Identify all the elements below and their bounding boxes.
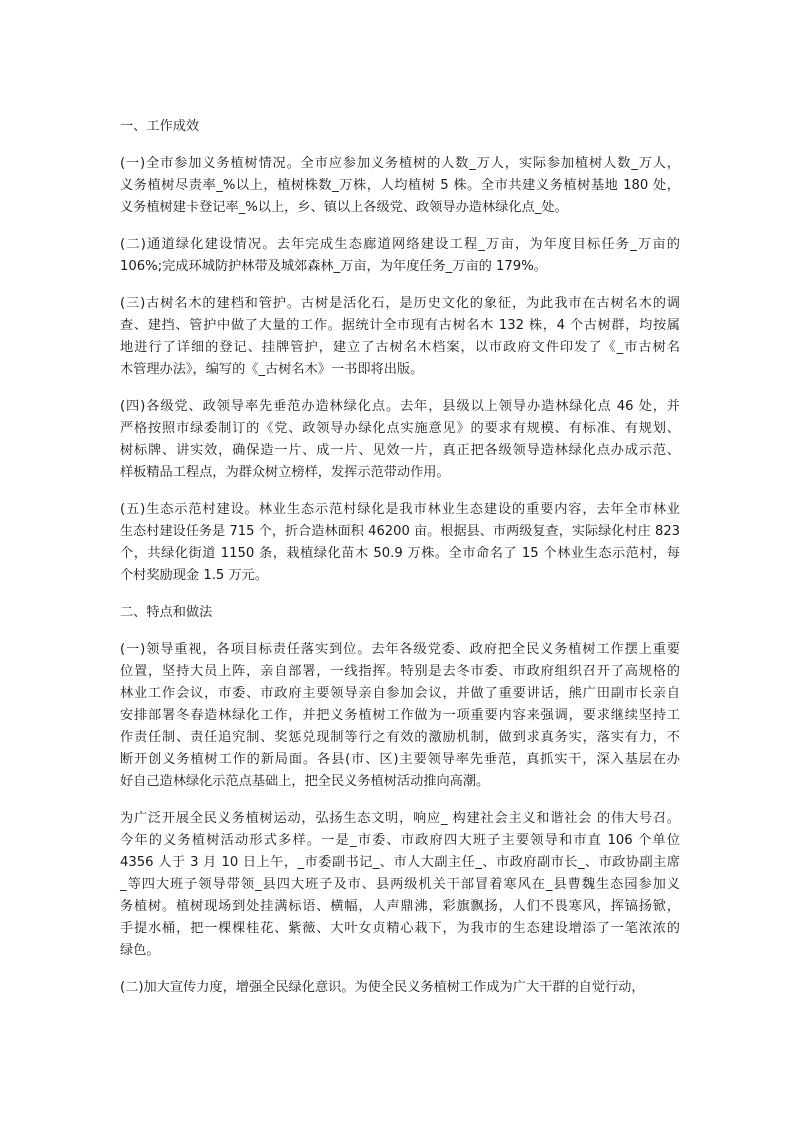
paragraph-line: 个，共绿化街道 1150 条，栽植绿化苗木 50.9 万株。全市命名了 15 个林业生态示范村，每 bbox=[120, 546, 680, 561]
paragraph-line: 严格按照市绿委制订的《党、政领导办绿化点实施意见》的要求有规模、有标准、有规划、 bbox=[120, 421, 680, 436]
paragraph-line: 查、建挡、管护中做了大量的工作。据统计全市现有古树名木 132 株，4 个古树群，均按属 bbox=[120, 318, 680, 333]
paragraph-line: 地进行了详细的登记、挂牌管护，建立了古树名木档案，以市政府文件印发了《_市古树名 bbox=[120, 340, 680, 355]
paragraph-line: 义务植树建卡登记率_%以上，乡、镇以上各级党、政领导办造林绿化点_处。 bbox=[120, 200, 568, 215]
paragraph-line: 为广泛开展全民义务植树运动，弘扬生态文明，响应_ 构建社会主义和谐社会 的伟大号召。 bbox=[120, 811, 680, 826]
paragraph-line: 4356 人于 3 月 10 日上午，_市委副书记_、市人大副主任_、市政府副市长_、市政协副主席 bbox=[120, 855, 680, 870]
paragraph-line: 作责任制、责任追究制、奖惩兑现制等行之有效的激励机制，做到求真务实，落实有力，不 bbox=[120, 730, 680, 745]
paragraph-line: (三)古树名木的建档和管护。古树是活化石，是历史文化的象征，为此我市在古树名木的调 bbox=[120, 296, 680, 311]
paragraph-line: (二)通道绿化建设情况。去年完成生态廊道网络建设工程_万亩，为年度目标任务_万亩的 bbox=[120, 237, 680, 252]
paragraph-line: 个村奖励现金 1.5 万元。 bbox=[120, 568, 269, 583]
paragraph bbox=[120, 499, 680, 587]
paragraph-line: _等四大班子领导带领_县四大班子及市、县两级机关干部冒着寒风在_县曹魏生态园参加义 bbox=[120, 877, 680, 892]
paragraph-line: 106%;完成环城防护林带及城郊森林_万亩，为年度任务_万亩的 179%。 bbox=[120, 259, 547, 274]
paragraph bbox=[120, 808, 680, 962]
paragraph-line: 义务植树尽责率_%以上，植树株数_万株，人均植树 5 株。全市共建义务植树基地 180 处， bbox=[120, 178, 680, 193]
paragraph bbox=[120, 293, 680, 381]
paragraph-line: 绿色。 bbox=[120, 943, 160, 958]
paragraph bbox=[120, 639, 680, 793]
paragraph-line: 安排部署冬春造林绿化工作，并把义务植树工作做为一项重要内容来强调，要求继续坚持工 bbox=[120, 708, 680, 723]
paragraph-line: 树标牌、讲实效，确保造一片、成一片、见效一片，真正把各级领导造林绿化点办成示范、 bbox=[120, 443, 680, 458]
section-heading: 二、特点和做法 bbox=[120, 605, 213, 620]
paragraph-line: 木管理办法》，编写的《_古树名木》一书即将出版。 bbox=[120, 362, 424, 377]
paragraph bbox=[120, 977, 680, 999]
paragraph-line: 好自己造林绿化示范点基础上，把全民义务植树活动推向高潮。 bbox=[120, 774, 490, 789]
paragraph-line: 今年的义务植树活动形式多样。一是_市委、市政府四大班子主要领导和市直 106 个单位 bbox=[120, 833, 680, 848]
paragraph-line: (一)全市参加义务植树情况。全市应参加义务植树的人数_万人，实际参加植树人数_万人， bbox=[120, 156, 680, 171]
paragraph-line: 位置，坚持大员上阵，亲自部署，一线指挥。特别是去冬市委、市政府组织召开了高规格的 bbox=[120, 664, 680, 679]
paragraph-line: 断开创义务植树工作的新局面。各县(市、区)主要领导率先垂范，真抓实干，深入基层在办 bbox=[120, 752, 680, 767]
paragraph-line: 务植树。植树现场到处挂满标语、横幅，人声鼎沸，彩旗飘扬，人们不畏寒风，挥镐扬锨， bbox=[120, 899, 680, 914]
paragraph bbox=[120, 153, 680, 219]
document-page bbox=[120, 116, 680, 1014]
paragraph-line: (四)各级党、政领导率先垂范办造林绿化点。去年，县级以上领导办造林绿化点 46 处，并 bbox=[120, 399, 680, 414]
paragraph bbox=[120, 234, 680, 278]
section-heading: 一、工作成效 bbox=[120, 119, 200, 134]
paragraph-line: (二)加大宣传力度，增强全民绿化意识。为使全民义务植树工作成为广大干群的自觉行动， bbox=[120, 980, 645, 995]
paragraph-line: (五)生态示范村建设。林业生态示范村绿化是我市林业生态建设的重要内容，去年全市林业 bbox=[120, 502, 680, 517]
paragraph-line: 样板精品工程点，为群众树立榜样，发挥示范带动作用。 bbox=[120, 465, 450, 480]
paragraph-line: 手提水桶，把一棵棵桂花、紫薇、大叶女贞精心栽下，为我市的生态建设增添了一笔浓浓的 bbox=[120, 921, 680, 936]
paragraph-line: 林业工作会议，市委、市政府主要领导亲自参加会议，并做了重要讲话，熊广田副市长亲自 bbox=[120, 686, 680, 701]
paragraph bbox=[120, 396, 680, 484]
paragraph-line: (一)领导重视，各项目标责任落实到位。去年各级党委、政府把全民义务植树工作摆上重要 bbox=[120, 642, 680, 657]
paragraph-line: 生态村建设任务是 715 个，折合造林面积 46200 亩。根据县、市两级复查，实际绿化村庄 823 bbox=[120, 524, 680, 539]
